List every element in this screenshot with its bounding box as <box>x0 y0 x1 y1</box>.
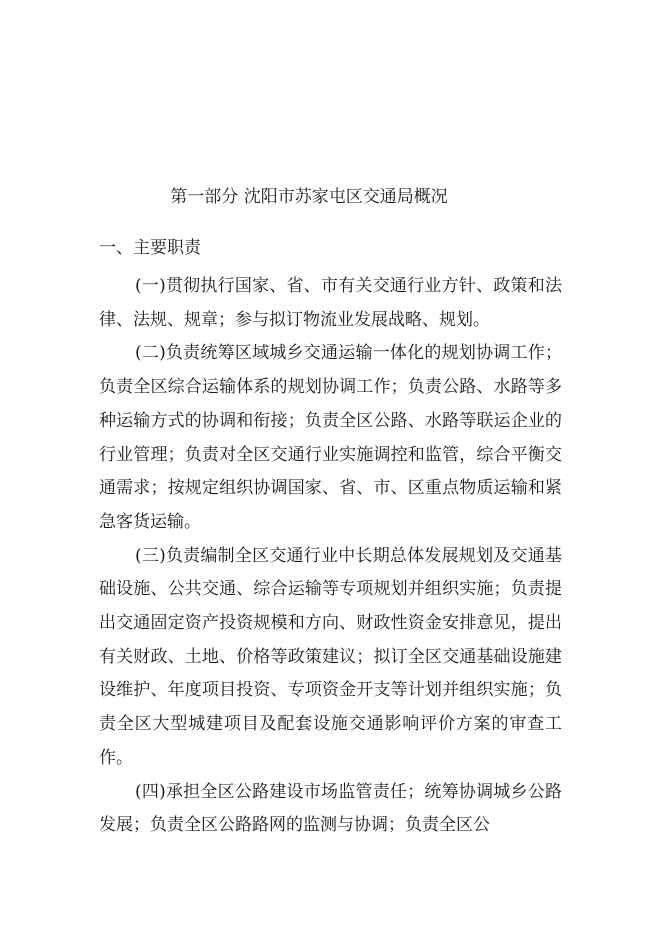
body-text <box>99 270 562 843</box>
paragraph-1: (一)贯彻执行国家、省、市有关交通行业方针、政策和法律、法规、规章；参与拟订物流业发展战略、规划。 <box>99 276 562 330</box>
paragraph-2: (二)负责统筹区域城乡交通运输一体化的规划协调工作；负责全区综合运输体系的规划协调工作；负责公路、水路等多种运输方式的协调和衔接；负责全区公路、水路等联运企业的行业管理；负责对全区交通行业实施调控和监管，综合平衡交通需求；按规定组织协调国家、省、市、区重点物质运输和紧急客货运输。 <box>99 343 562 532</box>
paragraph-3: (三)负责编制全区交通行业中长期总体发展规划及交通基础设施、公共交通、综合运输等专项规划并组织实施；负责提出交通固定资产投资规模和方向、财政性资金安排意见，提出有关财政、土地、价格等政策建议；拟订全区交通基础设施建设维护、年度项目投资、专项资金开支等计划并组织实施；负责全区大型城建项目及配套设施交通影响评价方案的审查工作。 <box>99 545 562 768</box>
paragraph-4: (四)承担全区公路建设市场监管责任；统筹协调城乡公路发展；负责全区公路路网的监测与协调；负责全区公 <box>99 781 562 836</box>
document-title: 第一部分 沈阳市苏家屯区交通局概况 <box>170 187 448 207</box>
section-heading: 一、主要职责 <box>99 238 201 258</box>
